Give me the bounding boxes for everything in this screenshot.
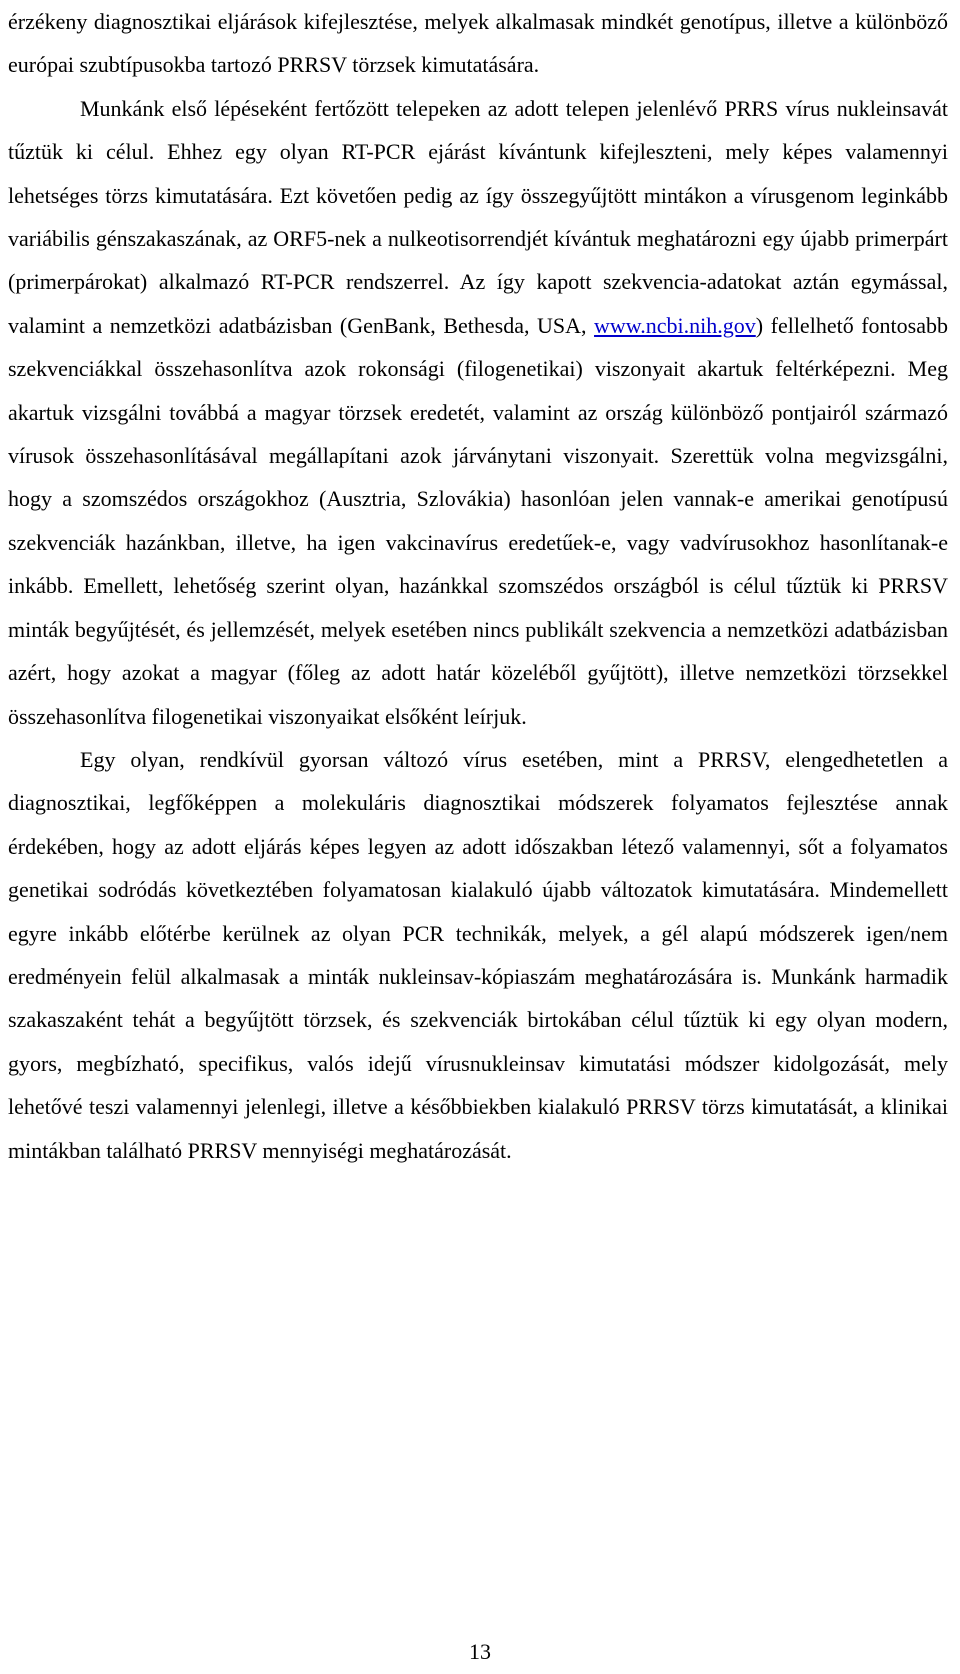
ncbi-link[interactable]: www.ncbi.nih.gov	[594, 312, 756, 338]
page-number: 13	[469, 1639, 491, 1664]
paragraph-pcr-development: Egy olyan, rendkívül gyorsan változó vírus esetében, mint a PRRSV, elengedhetetlen a diagnosztikai, legfőképpen a molekuláris diagnosztikai módszerek folyamatos fejlesztése annak érdekében, hogy az adott eljárás képes legyen az adott időszakban létező valamennyi, sőt a folyamatos genetikai sodródás következtében folyamatosan kialakuló újabb változatok kimutatására. Mindemellett egyre inkább előtérbe kerülnek az olyan PCR technikák, melyek, a gél alapú módszerek igen/nem eredményein felül alkalmasak a minták nukleinsav-kópiaszám meghatározására is. Munkánk harmadik szakaszaként tehát a begyűjtött törzsek, és szekvenciák birtokában célul tűztük ki egy olyan modern, gyors, megbízható, specifikus, valós idejű vírusnukleinsav kimutatási módszer kidolgozását, mely lehetővé teszi valamennyi jelenlegi, illetve a későbbiekben kialakuló PRRSV törzs kimutatását, a klinikai mintákban található PRRSV mennyiségi meghatározását.	[8, 746, 948, 1163]
document-body	[8, 0, 948, 1172]
paragraph-research-steps	[8, 87, 948, 738]
paragraph-text-before-link: Munkánk első lépéseként fertőzött telepeken az adott telepen jelenlévő PRRS vírus nukleinsavát tűztük ki célul. Ehhez egy olyan RT-PCR ejárást kívántunk kifejleszteni, mely képes valamennyi lehetséges törzs kimutatására. Ezt követően pedig az így összegyűjtött mintákon a vírusgenom leginkább variábilis génszakaszának, az ORF5-nek a nulkeotisorrendjét kívántuk meghatározni egy újabb primerpárt (primerpárokat) alkalmazó RT-PCR rendszerrel. Az így kapott szekvencia-adatokat aztán egymással, valamint a nemzetközi adatbázisban (GenBank, Bethesda, USA,	[8, 95, 948, 338]
paragraph-text-after-link: ) fellelhető fontosabb szekvenciákkal összehasonlítva azok rokonsági (filogenetikai) viszonyait akartuk feltérképezni. Meg akartuk vizsgálni továbbá a magyar törzsek eredetét, valamint az ország különböző pontjairól származó vírusok összehasonlításával megállapítani azok járványtani viszonyait. Szerettük volna megvizsgálni, hogy a szomszédos országokhoz (Ausztria, Szlovákia) hasonlóan jelen vannak-e amerikai genotípusú szekvenciák hazánkban, illetve, ha igen vakcinavírus eredetűek-e, vagy vadvírusokhoz hasonlítanak-e inkább. Emellett, lehetőség szerint olyan, hazánkkal szomszédos országból is célul tűztük ki PRRSV minták begyűjtését, és jellemzését, melyek esetében nincs publikált szekvencia a nemzetközi adatbázisban azért, hogy azokat a magyar (főleg az adott határ közeléből gyűjtött), illetve nemzetközi törzsekkel összehasonlítva filogenetikai viszonyaikat elsőként leírjuk.	[8, 312, 948, 729]
paragraph-continuation: érzékeny diagnosztikai eljárások kifejlesztése, melyek alkalmasak mindkét genotípus, illetve a különböző európai szubtípusokba tartozó PRRSV törzsek kimutatására.	[8, 9, 948, 78]
